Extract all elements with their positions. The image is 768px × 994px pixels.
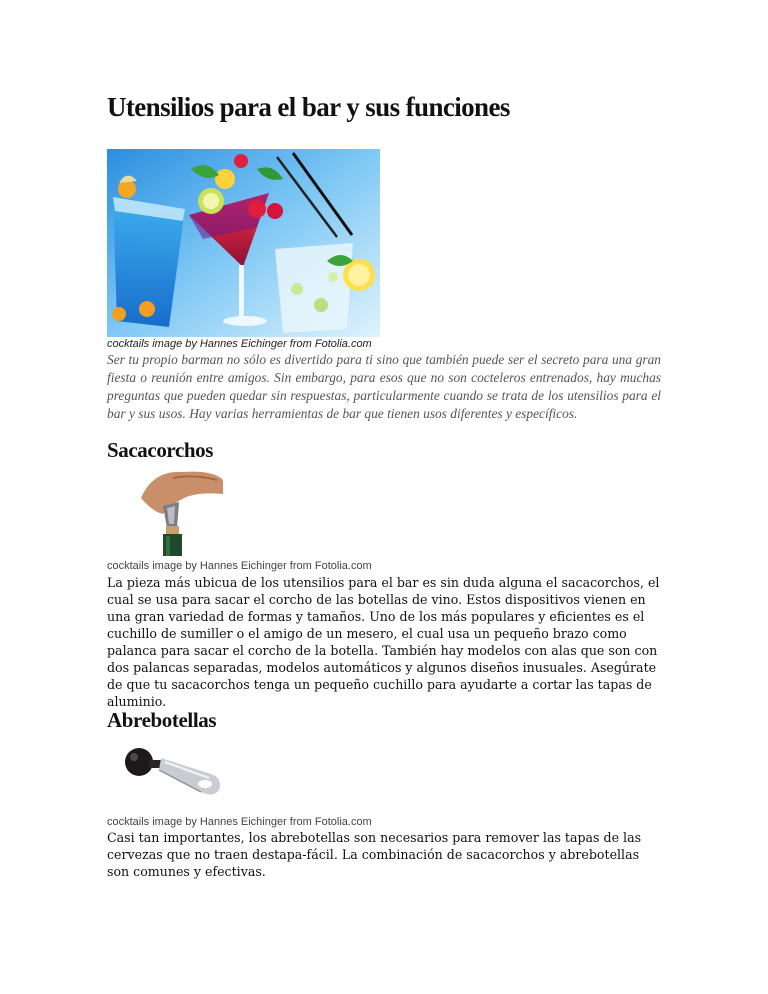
- figure-caption: cocktails image by Hannes Eichinger from Fotolia.com: [107, 338, 372, 350]
- intro-paragraph: Ser tu propio barman no sólo es divertido para ti sino que también puede ser el secreto para una gran fiesta o reunión entre amigos. Sin embargo, para esos que no son cocteleros entrenados, hay muchas preguntas que pueden quedar sin respuestas, particularmente cuando se trata de los utensilios para el bar y sus usos. Hay varias herramientas de bar que tienen usos diferentes y específicos.: [107, 352, 661, 421]
- abrebotellas-caption: cocktails image by Hannes Eichinger from Fotolia.com: [107, 816, 372, 828]
- cocktails-photo: [107, 149, 380, 337]
- sacacorchos-caption: cocktails image by Hannes Eichinger from Fotolia.com: [107, 560, 372, 572]
- abrebotellas-body: Casi tan importantes, los abrebotellas son necesarios para remover las tapas de las cervezas que no traen destapa-fácil. La combinación de sacacorchos y abrebotellas son comunes y efectivas.: [107, 830, 642, 879]
- corkscrew-photo: [133, 462, 225, 556]
- sacacorchos-body: La pieza más ubicua de los utensilios para el bar es sin duda alguna el sacacorchos, el cual se usa para sacar el corcho de las botellas de vino. Estos dispositivos vienen en una gran variedad de formas y tamaños. Uno de los más populares y eficientes es el cuchillo de sumiller o el amigo de un mesero, el cual usa un pequeño brazo como palanca para sacar el corcho de la botella. También hay modelos con alas que son con dos palancas separadas, modelos automáticos y algunos diseños inusuales. Asegúrate de que tu sacacorchos tenga un pequeño cuchillo para ayudarte a cortar las tapas de aluminio.: [107, 575, 660, 709]
- section-heading-abrebotellas: Abrebotellas: [107, 708, 217, 732]
- page-title: Utensilios para el bar y sus funciones: [107, 92, 510, 122]
- section-heading-sacacorchos: Sacacorchos: [107, 438, 214, 462]
- bottle-opener-photo: [119, 740, 229, 802]
